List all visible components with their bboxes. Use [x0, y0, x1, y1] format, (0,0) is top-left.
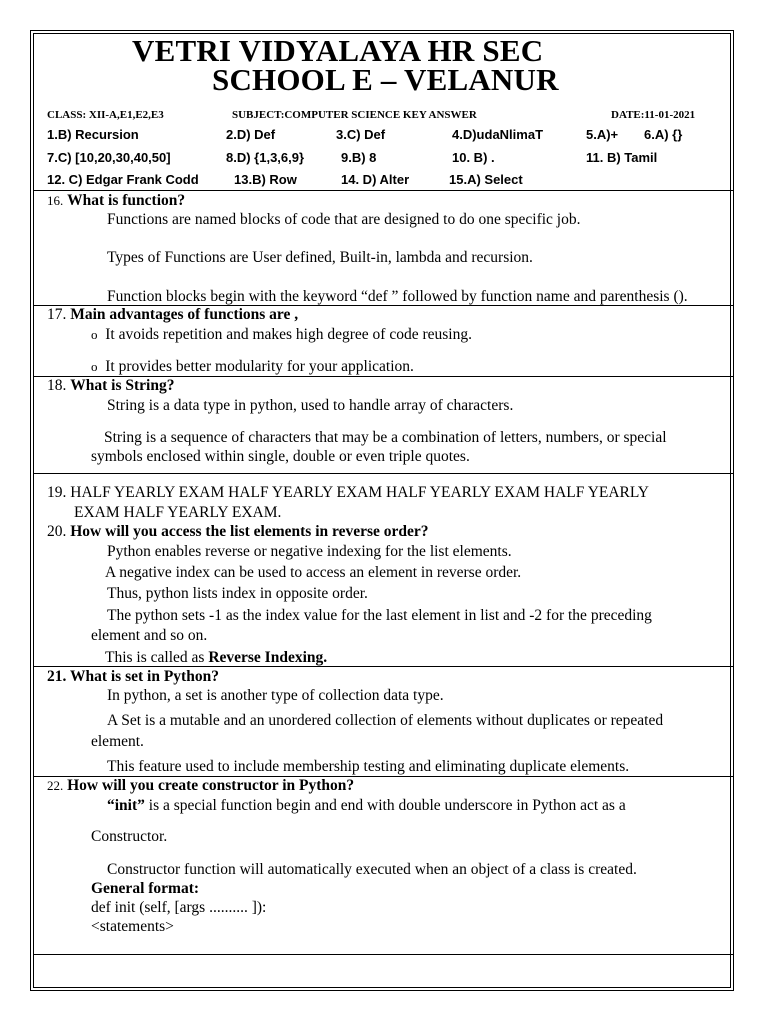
question-number: 20.: [47, 523, 67, 540]
code-line: def init (self, [args .......... ]):: [91, 899, 267, 916]
question-16: [47, 192, 185, 210]
answer-paragraph: element and so on.: [91, 627, 208, 644]
bullet-marker: o: [91, 327, 98, 342]
question-number: 18.: [47, 377, 67, 394]
answer-paragraph: symbols enclosed within single, double or even triple quotes.: [91, 448, 470, 465]
divider: [34, 666, 734, 667]
school-name-line2: SCHOOL E – VELANUR: [212, 62, 559, 97]
question-text: How will you create constructor in Python?: [67, 777, 355, 794]
mcq-answer: 15.A) Select: [449, 172, 523, 187]
subject-label: SUBJECT:COMPUTER SCIENCE KEY ANSWER: [232, 109, 477, 121]
question-19: 19. HALF YEARLY EXAM HALF YEARLY EXAM HALF YEARLY EXAM HALF YEARLY: [47, 484, 650, 501]
answer-paragraph: A Set is a mutable and an unordered collection of elements without duplicates or repeated: [107, 712, 664, 729]
school-name-line1: VETRI VIDYALAYA HR SEC: [132, 33, 544, 68]
text: This is called as: [105, 649, 209, 666]
bullet-item: [91, 326, 472, 344]
bullet-text: It avoids repetition and makes high degree of code reusing.: [105, 326, 472, 343]
divider: [34, 190, 734, 191]
mcq-answer: 3.C) Def: [336, 127, 386, 142]
term-bold: “init”: [107, 797, 145, 814]
general-format-heading: General format:: [91, 880, 200, 897]
answer-paragraph: element.: [91, 733, 144, 750]
answer-paragraph: [105, 649, 327, 667]
answer-paragraph: String is a sequence of characters that may be a combination of letters, numbers, or special: [104, 429, 667, 446]
question-21: 21. What is set in Python?: [47, 668, 219, 685]
mcq-answer: 5.A)+: [586, 127, 619, 142]
answer-paragraph: [107, 797, 626, 815]
class-label: CLASS: XII-A,E1,E2,E3: [47, 109, 164, 121]
question-17: [47, 306, 298, 324]
question-18: [47, 377, 174, 395]
text: is a special function begin and end with double underscore in Python act as a: [144, 797, 626, 814]
answer-paragraph: Thus, python lists index in opposite order.: [107, 585, 368, 602]
mcq-answer: 1.B) Recursion: [47, 127, 139, 142]
answer-paragraph: Constructor.: [91, 828, 168, 845]
bullet-item: [91, 358, 414, 376]
question-22: [47, 777, 354, 795]
mcq-answer: 12. C) Edgar Frank Codd: [47, 172, 199, 187]
mcq-answer: 9.B) 8: [341, 150, 377, 165]
term-bold: Reverse Indexing.: [208, 649, 328, 666]
question-text: What is String?: [70, 377, 175, 394]
mcq-answer: 2.D) Def: [226, 127, 276, 142]
mcq-answer: 14. D) Alter: [341, 172, 410, 187]
question-number: 17.: [47, 306, 67, 323]
answer-paragraph: This feature used to include membership testing and eliminating duplicate elements.: [107, 758, 630, 775]
mcq-answer: 7.C) [10,20,30,40,50]: [47, 150, 171, 165]
question-number: 22.: [47, 778, 64, 793]
question-text: How will you access the list elements in reverse order?: [70, 523, 429, 540]
answer-paragraph: Functions are named blocks of code that are designed to do one specific job.: [107, 211, 581, 228]
date-label: DATE:11-01-2021: [611, 109, 696, 121]
answer-paragraph: In python, a set is another type of collection data type.: [107, 687, 444, 704]
answer-paragraph: A negative index can be used to access an element in reverse order.: [105, 564, 522, 581]
answer-paragraph: Python enables reverse or negative indexing for the list elements.: [107, 543, 512, 560]
answer-paragraph: String is a data type in python, used to handle array of characters.: [107, 397, 514, 414]
answer-paragraph: Types of Functions are User defined, Built-in, lambda and recursion.: [107, 249, 533, 266]
answer-paragraph: The python sets -1 as the index value for the last element in list and -2 for the preceding: [107, 607, 652, 624]
mcq-answer: 8.D) {1,3,6,9}: [226, 150, 305, 165]
mcq-answer: 4.D)udaNlimaT: [452, 127, 544, 142]
divider: [34, 954, 734, 955]
mcq-answer: 11. B) Tamil: [586, 150, 658, 165]
mcq-answer: 10. B) .: [452, 150, 495, 165]
answer-paragraph: Constructor function will automatically executed when an object of a class is created.: [107, 861, 637, 878]
divider: [34, 473, 734, 474]
question-text: Main advantages of functions are ,: [70, 306, 299, 323]
question-19-cont: EXAM HALF YEARLY EXAM.: [74, 504, 282, 521]
code-line: <statements>: [91, 918, 174, 935]
mcq-answer: 6.A) {}: [644, 127, 683, 142]
bullet-marker: o: [91, 359, 98, 374]
mcq-answer: 13.B) Row: [234, 172, 297, 187]
bullet-text: It provides better modularity for your application.: [105, 358, 414, 375]
question-text: What is function?: [67, 192, 186, 209]
question-20: [47, 523, 429, 541]
question-number: 16.: [47, 193, 64, 208]
answer-paragraph: Function blocks begin with the keyword “def ” followed by function name and parenthesis ().: [107, 288, 688, 305]
